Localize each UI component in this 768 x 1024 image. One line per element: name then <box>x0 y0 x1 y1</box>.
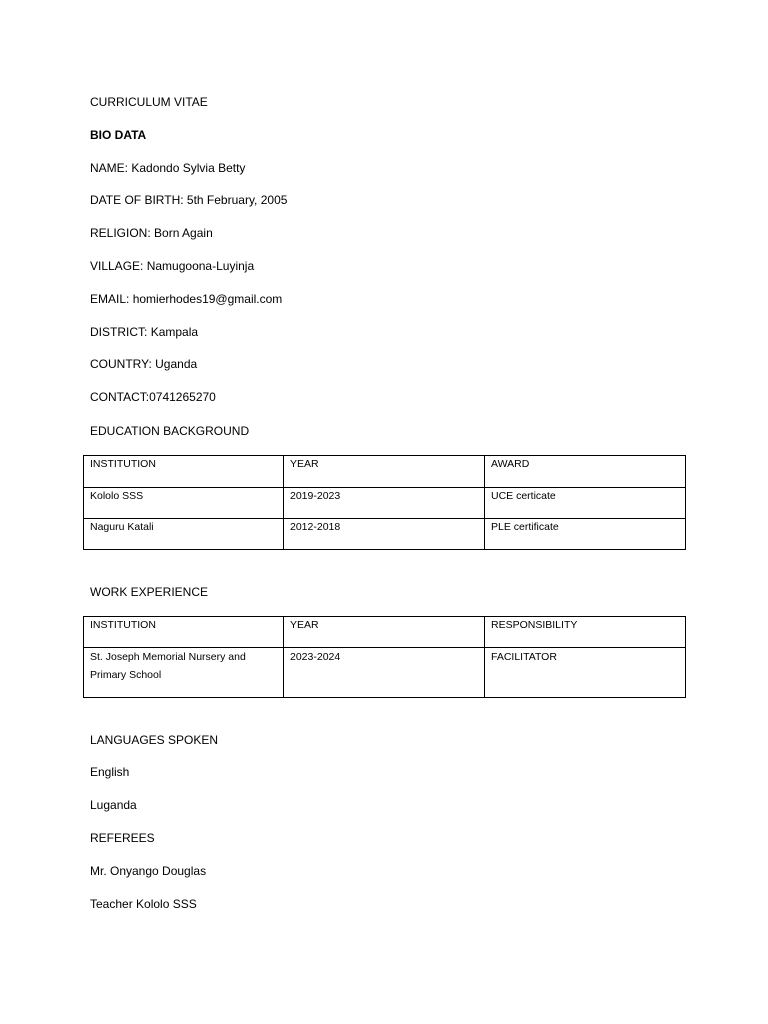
table-row <box>84 488 686 519</box>
column-header: YEAR <box>284 617 485 648</box>
bio-contact-value: 0741265270 <box>149 390 216 404</box>
referee-title: Teacher Kololo SSS <box>90 897 197 911</box>
column-header: RESPONSIBILITY <box>485 617 686 648</box>
bio-village-value: Namugoona-Luyinja <box>146 259 255 273</box>
work-experience-table <box>83 616 686 698</box>
bio-country-label: COUNTRY: <box>90 357 152 371</box>
referee-name: Mr. Onyango Douglas <box>90 864 207 878</box>
document-title: CURRICULUM VITAE <box>90 95 208 109</box>
table-row <box>84 648 686 698</box>
languages-heading: LANGUAGES SPOKEN <box>90 733 219 747</box>
table-cell: FACILITATOR <box>485 648 686 698</box>
bio-date-of-birth <box>90 192 287 208</box>
education-heading: EDUCATION BACKGROUND <box>90 424 250 438</box>
bio-contact-label: CONTACT: <box>90 390 150 404</box>
column-header: YEAR <box>284 456 485 488</box>
education-table <box>83 455 686 550</box>
bio-religion <box>90 225 213 241</box>
table-cell: PLE certificate <box>485 519 686 550</box>
bio-district <box>90 324 198 340</box>
table-cell: UCE certicate <box>485 488 686 519</box>
column-header: INSTITUTION <box>84 617 284 648</box>
bio-religion-label: RELIGION: <box>90 226 151 240</box>
bio-religion-value: Born Again <box>154 226 213 240</box>
bio-district-label: DISTRICT: <box>90 325 148 339</box>
bio-district-value: Kampala <box>150 325 199 339</box>
table-header-row <box>84 617 686 648</box>
table-cell: 2019-2023 <box>284 488 485 519</box>
bio-dob-label: DATE OF BIRTH: <box>90 193 184 207</box>
referees-heading: REFEREES <box>90 831 155 845</box>
bio-contact <box>90 389 216 405</box>
bio-dob-value: 5th February, 2005 <box>186 193 288 207</box>
bio-village-label: VILLAGE: <box>90 259 144 273</box>
work-experience-heading: WORK EXPERIENCE <box>90 585 209 599</box>
column-header: AWARD <box>485 456 686 488</box>
bio-email-label: EMAIL: <box>90 292 130 306</box>
table-cell: Naguru Katali <box>84 519 284 550</box>
bio-data-heading: BIO DATA <box>90 128 147 142</box>
table-row <box>84 519 686 550</box>
bio-village <box>90 258 254 274</box>
column-header: INSTITUTION <box>84 456 284 488</box>
bio-email <box>90 291 282 307</box>
bio-name <box>90 160 245 176</box>
table-cell: Kololo SSS <box>84 488 284 519</box>
bio-name-label: NAME: <box>90 161 129 175</box>
bio-email-value: homierhodes19@gmail.com <box>132 292 283 306</box>
table-header-row <box>84 456 686 488</box>
language-item: Luganda <box>90 798 137 812</box>
table-cell: 2023-2024 <box>284 648 485 698</box>
bio-name-value: Kadondo Sylvia Betty <box>131 161 246 175</box>
table-cell: St. Joseph Memorial Nursery and Primary School <box>84 648 284 698</box>
table-cell: 2012-2018 <box>284 519 485 550</box>
bio-country-value: Uganda <box>155 357 198 371</box>
bio-country <box>90 356 197 372</box>
language-item: English <box>90 765 130 779</box>
